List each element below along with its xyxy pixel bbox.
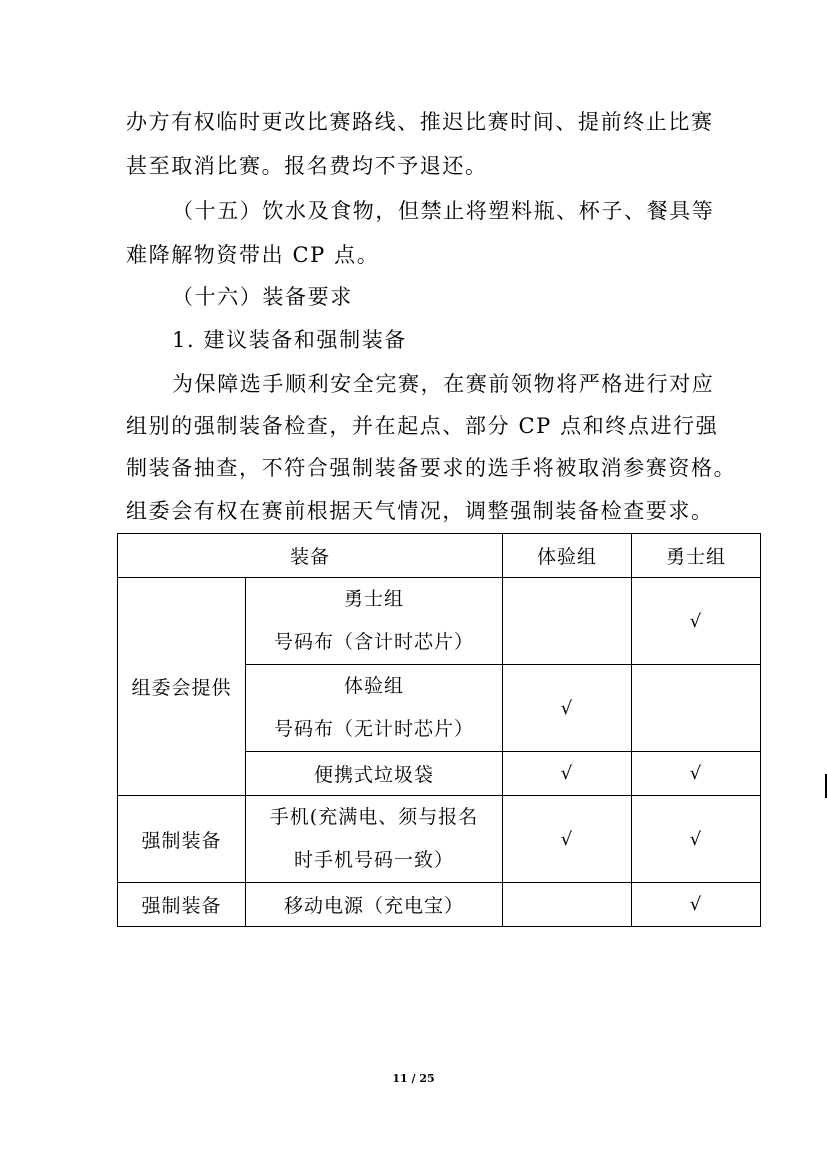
body-text-line: 制装备抽查，不符合强制装备要求的选手将被取消参赛资格。 xyxy=(126,456,737,480)
page-number: 11 / 25 xyxy=(392,1072,435,1085)
header-warrior-group: 勇士组 xyxy=(632,534,761,578)
check-cell: √ xyxy=(503,796,632,883)
section-heading: （十六）装备要求 xyxy=(172,285,353,309)
item-line: 手机(充满电、须与报名 xyxy=(269,806,479,828)
item-cell xyxy=(246,665,503,752)
check-cell: √ xyxy=(632,578,761,665)
check-cell: √ xyxy=(632,883,761,927)
body-text-line: 为保障选手顺利安全完赛，在赛前领物将严格进行对应 xyxy=(172,372,715,396)
check-cell xyxy=(503,578,632,665)
item-cell: 便携式垃圾袋 xyxy=(246,752,503,796)
category-mandatory: 强制装备 xyxy=(118,796,246,883)
table-row xyxy=(118,796,761,883)
check-cell xyxy=(503,883,632,927)
check-cell: √ xyxy=(503,665,632,752)
check-cell: √ xyxy=(503,752,632,796)
header-equipment: 装备 xyxy=(118,534,503,578)
item-cell xyxy=(246,578,503,665)
item-cell xyxy=(246,796,503,883)
item-line: 号码布（含计时芯片） xyxy=(273,631,474,653)
item-line: 体验组 xyxy=(343,675,404,697)
body-text-line: 组委会有权在赛前根据天气情况，调整强制装备检查要求。 xyxy=(126,499,714,523)
category-organizer-provided: 组委会提供 xyxy=(118,578,246,796)
header-experience-group: 体验组 xyxy=(503,534,632,578)
item-cell: 移动电源（充电宝） xyxy=(246,883,503,927)
body-text-line: （十五）饮水及食物，但禁止将塑料瓶、杯子、餐具等 xyxy=(172,199,715,223)
table-row xyxy=(118,883,761,927)
check-cell: √ xyxy=(632,796,761,883)
equipment-table xyxy=(117,533,761,927)
body-text-line: 难降解物资带出 CP 点。 xyxy=(126,243,380,267)
check-cell xyxy=(632,665,761,752)
item-line: 时手机号码一致） xyxy=(293,849,454,871)
body-text-line: 甚至取消比赛。报名费均不予退还。 xyxy=(126,154,488,178)
subsection-heading: 1. 建议装备和强制装备 xyxy=(172,328,407,352)
body-text-line: 组别的强制装备检查，并在起点、部分 CP 点和终点进行强 xyxy=(126,414,719,438)
table-row xyxy=(118,578,761,665)
table-header-row xyxy=(118,534,761,578)
item-line: 号码布（无计时芯片） xyxy=(273,718,474,740)
check-cell: √ xyxy=(632,752,761,796)
item-line: 勇士组 xyxy=(343,588,404,610)
category-mandatory: 强制装备 xyxy=(118,883,246,927)
body-text-line: 办方有权临时更改比赛路线、推迟比赛时间、提前终止比赛 xyxy=(126,110,714,134)
